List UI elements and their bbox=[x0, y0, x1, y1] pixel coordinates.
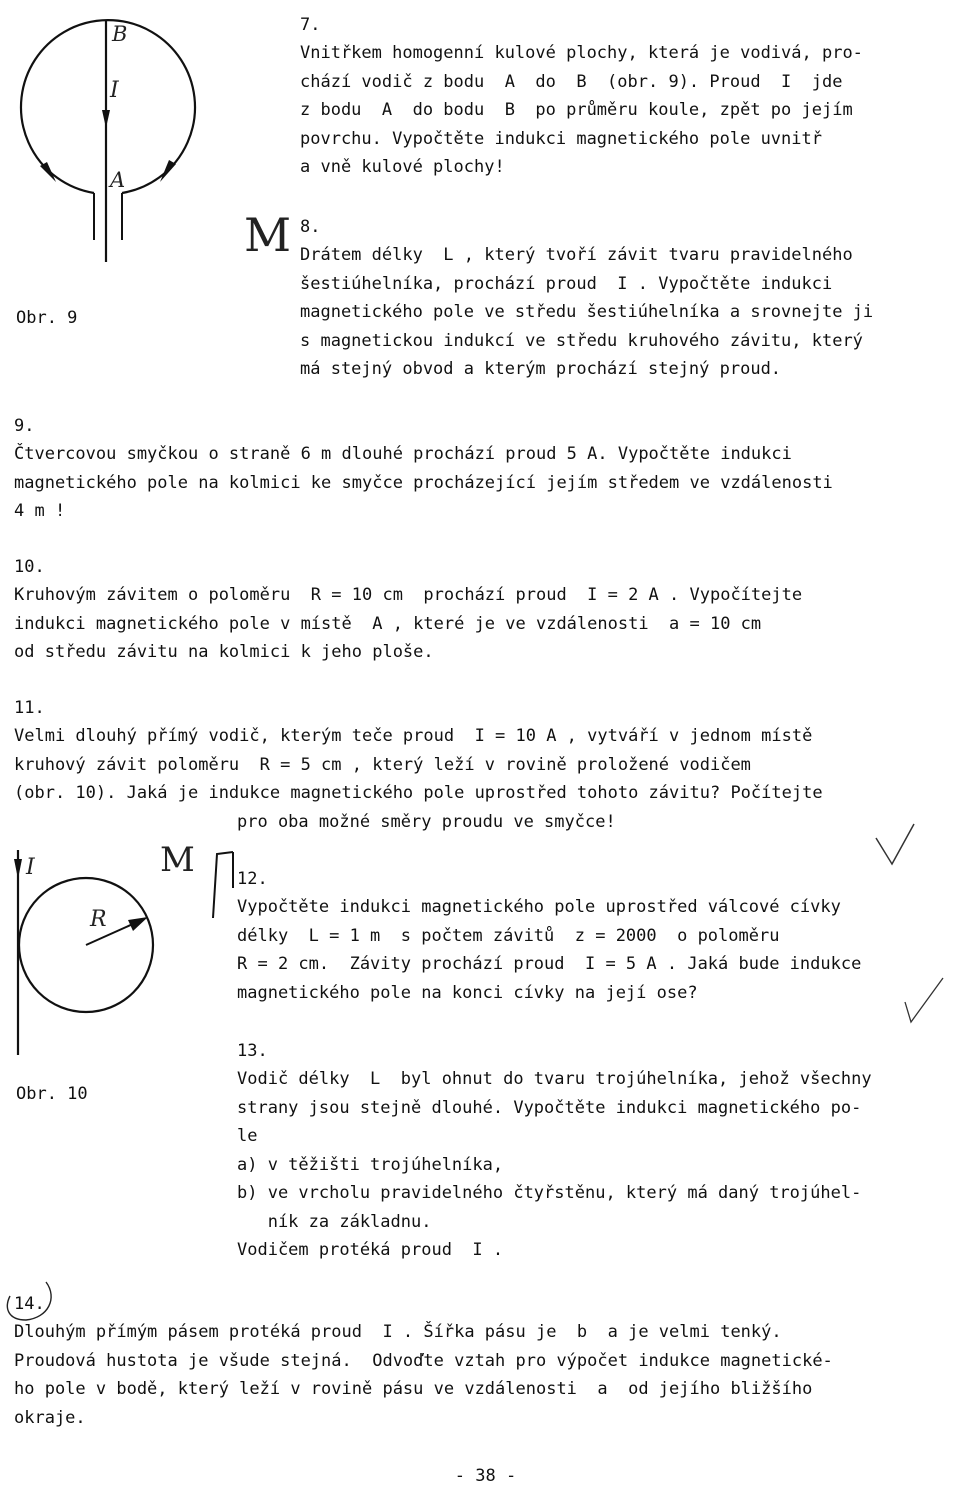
problem-12 bbox=[237, 865, 861, 1007]
problem-line: kruhový závit poloměru R = 5 cm , který leží v rovině proložené vodičem bbox=[14, 754, 751, 775]
problem-line: magnetického pole na kolmici ke smyčce procházející jejím středem ve vzdálenosti bbox=[14, 472, 833, 493]
problem-line: 4 m ! bbox=[14, 501, 66, 521]
problem-13 bbox=[237, 1037, 872, 1265]
problem-line: chází vodič z bodu A do B (obr. 9). Proud I jde bbox=[300, 71, 843, 92]
margin-annotation-m: M bbox=[160, 840, 195, 880]
problem-line: délky L = 1 m s počtem závitů z = 2000 o poloměru bbox=[237, 925, 780, 946]
fig10-caption: Obr. 10 bbox=[16, 1084, 88, 1104]
problem-line: (obr. 10). Jaká je indukce magnetického pole uprostřed tohoto závitu? Počítejte bbox=[14, 783, 823, 803]
problem-line: ho pole v bodě, který leží v rovině pásu ve vzdálenosti a od jejího bližšího bbox=[14, 1379, 813, 1399]
fig9-label-a: A bbox=[110, 168, 126, 192]
problem-line: z bodu A do bodu B po průměru koule, zpět po jejím bbox=[300, 100, 853, 120]
problem-line: indukci magnetického pole v místě A , které je ve vzdálenosti a = 10 cm bbox=[14, 613, 762, 634]
problem-line: strany jsou stejně dlouhé. Vypočtěte indukci magnetického po- bbox=[237, 1097, 862, 1118]
problem-line: Vnitřkem homogenní kulové plochy, která je vodivá, pro- bbox=[300, 43, 863, 63]
problem-line: a) v těžišti trojúhelníka, bbox=[237, 1154, 504, 1175]
problem-number: 10. bbox=[14, 557, 45, 577]
problem-line: Velmi dlouhý přímý vodič, kterým teče proud I = 10 A , vytváří v jednom místě bbox=[14, 726, 813, 746]
problem-line: Vodičem protéká proud I . bbox=[237, 1240, 504, 1260]
check-mark-icon bbox=[895, 972, 955, 1042]
problem-line: Vypočtěte indukci magnetického pole uprostřed válcové cívky bbox=[237, 897, 841, 917]
problem-10 bbox=[14, 553, 802, 667]
problem-line: Dlouhým přímým pásem protéká proud I . Šířka pásu je b a je velmi tenký. bbox=[14, 1322, 782, 1342]
problem-line: R = 2 cm. Závity prochází proud I = 5 A . Jaká bude indukce bbox=[237, 954, 862, 974]
problem-line: šestiúhelníka, prochází proud I . Vypočtěte indukci bbox=[300, 273, 833, 294]
fig9-label-b: B bbox=[112, 22, 128, 46]
problem-line: magnetického pole ve středu šestiúhelníka a srovnejte ji bbox=[300, 302, 874, 322]
problem-number: 7. bbox=[300, 15, 321, 35]
problem-line: má stejný obvod a kterým prochází stejný proud. bbox=[300, 359, 782, 379]
problem-number: 14. bbox=[14, 1294, 45, 1314]
problem-line: Vodič délky L byl ohnut do tvaru trojúhelníka, jehož všechny bbox=[237, 1069, 872, 1089]
problem-line: le bbox=[237, 1126, 258, 1146]
problem-line: Drátem délky L , který tvoří závit tvaru pravidelného bbox=[300, 245, 853, 265]
fig10-label-i: I bbox=[26, 855, 35, 880]
problem-line: s magnetickou indukcí ve středu kruhového závitu, který bbox=[300, 330, 863, 351]
problem-11 bbox=[14, 694, 823, 836]
problem-number: 13. bbox=[237, 1041, 268, 1061]
problem-line: Čtvercovou smyčkou o straně 6 m dlouhé prochází proud 5 A. Vypočtěte indukci bbox=[14, 444, 792, 464]
problem-line: Proudová hustota je všude stejná. Odvoďte vztah pro výpočet indukce magnetické- bbox=[14, 1350, 833, 1371]
problem-line: ník za základnu. bbox=[237, 1211, 432, 1232]
problem-line: b) ve vrcholu pravidelného čtyřstěnu, který má daný trojúhel- bbox=[237, 1183, 862, 1203]
figure-9-diagram bbox=[0, 0, 200, 270]
fig10-label-r: R bbox=[90, 907, 107, 932]
fig9-caption: Obr. 9 bbox=[16, 308, 78, 328]
fig9-label-i: I bbox=[110, 78, 119, 103]
problem-7 bbox=[300, 11, 863, 182]
problem-number: 9. bbox=[14, 416, 35, 436]
problem-line: Kruhovým závitem o poloměru R = 10 cm prochází proud I = 2 A . Vypočítejte bbox=[14, 585, 803, 605]
problem-line: magnetického pole na konci cívky na její ose? bbox=[237, 982, 698, 1003]
margin-annotation-m: M bbox=[244, 208, 292, 262]
problem-line: povrchu. Vypočtěte indukci magnetického pole uvnitř bbox=[300, 128, 822, 149]
check-mark-icon bbox=[870, 820, 940, 880]
problem-line: okraje. bbox=[14, 1407, 86, 1428]
problem-8 bbox=[300, 213, 873, 384]
problem-number: 11. bbox=[14, 698, 45, 718]
problem-number: 8. bbox=[300, 217, 321, 237]
problem-14 bbox=[14, 1290, 833, 1432]
problem-line: pro oba možné směry proudu ve smyčce! bbox=[237, 811, 616, 832]
problem-number: 12. bbox=[237, 869, 268, 889]
problem-line: a vně kulové plochy! bbox=[300, 157, 505, 177]
problem-9 bbox=[14, 412, 833, 526]
problem-line: od středu závitu na kolmici k jeho ploše. bbox=[14, 642, 434, 662]
page-number: - 38 - bbox=[454, 1466, 517, 1486]
